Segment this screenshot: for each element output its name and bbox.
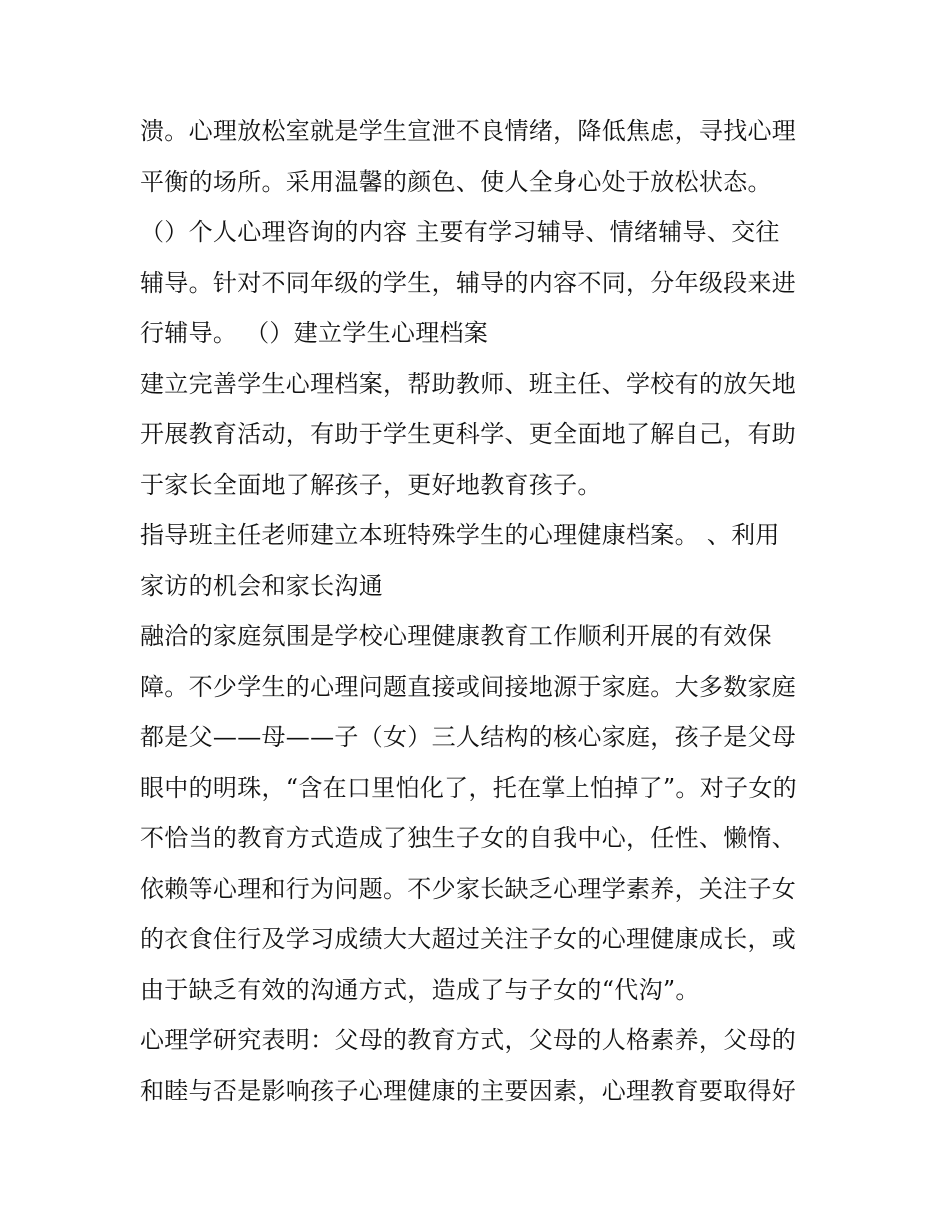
text-line: 不恰当的教育方式造成了独生子女的自我中心，任性、懒惰、 (140, 824, 797, 852)
text-line: 溃。心理放松室就是学生宣泄不良情绪，降低焦虑，寻找心理 (140, 117, 797, 145)
text-line: 平衡的场所。采用温馨的颜色、使人全身心处于放松状态。 (140, 167, 772, 196)
text-line: 依赖等心理和行为问题。不少家长缺乏心理学素养，关注子女 (140, 874, 797, 903)
text-line: 开展教育活动，有助于学生更科学、更全面地了解自己，有助 (140, 420, 797, 448)
text-line: 家访的机会和家长沟通 (140, 571, 383, 600)
text-line: 于家长全面地了解孩子，更好地教育孩子。 (140, 470, 602, 499)
text-line: 指导班主任老师建立本班特殊学生的心理健康档案。 、利用 (140, 521, 780, 549)
text-line: 心理学研究表明：父母的教育方式，父母的人格素养，父母的 (140, 1026, 797, 1054)
text-line: 建立完善学生心理档案，帮助教师、班主任、学校有的放矢地 (140, 369, 797, 398)
body-text (140, 106, 830, 1116)
text-line: 由于缺乏有效的沟通方式，造成了与子女的“代沟”。 (140, 975, 700, 1004)
text-line: （）个人心理咨询的内容 主要有学习辅导、情绪辅导、交往 (140, 218, 780, 246)
text-line: 眼中的明珠，“含在口里怕化了，托在掌上怕掉了”。对子女的 (140, 773, 797, 802)
text-line: 都是父——母——子（女）三人结构的核心家庭，孩子是父母 (140, 723, 797, 751)
text-line: 的衣食住行及学习成绩大大超过关注子女的心理健康成长，或 (140, 925, 797, 953)
text-line: 融洽的家庭氛围是学校心理健康教育工作顺利开展的有效保 (140, 622, 772, 650)
text-line: 辅导。针对不同年级的学生，辅导的内容不同，分年级段来进 (140, 268, 797, 297)
text-line: 障。不少学生的心理问题直接或间接地源于家庭。大多数家庭 (140, 672, 797, 701)
text-line: 和睦与否是影响孩子心理健康的主要因素，心理教育要取得好 (140, 1076, 797, 1105)
text-line: 行辅导。 （）建立学生心理档案 (140, 319, 489, 347)
